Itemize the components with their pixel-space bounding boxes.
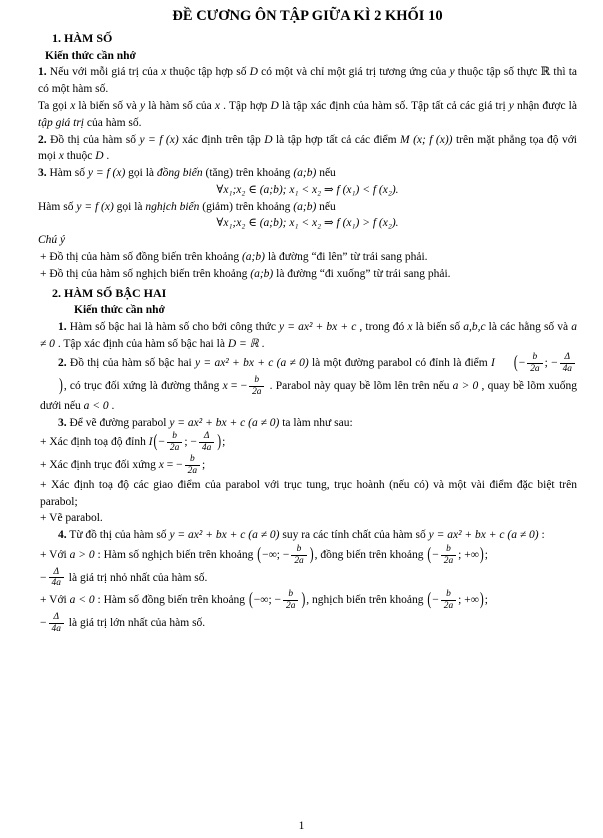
text-segment: ∀	[216, 183, 224, 196]
fraction: $\frac{b}{2a}$	[441, 544, 456, 567]
text-segment: a ≠ 0	[252, 529, 276, 542]
text-segment: ;	[484, 548, 488, 561]
text-segment: )	[275, 416, 280, 429]
text-segment: D	[264, 133, 273, 146]
text-segment: thuộc	[63, 150, 96, 163]
text-segment: (a;b)	[293, 167, 317, 180]
para-plus	[40, 431, 577, 454]
text-segment: nhận được là	[513, 100, 577, 113]
text-segment: y = ax² + bx + c	[428, 529, 505, 542]
text-segment: Hàm số	[46, 167, 88, 180]
fraction: $\frac{b}{2a}$	[441, 589, 456, 612]
text-segment: Nếu với mỗi giá trị của	[46, 66, 162, 79]
text-segment: ;	[484, 594, 488, 607]
text-segment: f (x₁) < f (x₂).	[336, 183, 399, 196]
text-segment: y = f (x)	[76, 200, 114, 213]
text-segment: 4.	[58, 529, 67, 542]
text-segment: −	[40, 571, 47, 584]
text-segment: : Hàm số đồng biến trên khoảng	[94, 594, 248, 607]
para-plus	[40, 567, 577, 590]
text-segment: ℝ	[540, 66, 551, 79]
text-segment: Đồ thị của hàm số bậc hai	[66, 357, 196, 370]
text-segment: + Xác định trục đối xứng	[40, 459, 159, 472]
text-segment: . Parabol này quay bề lõm lên trên nếu	[266, 380, 453, 393]
text-segment: . Tập xác định của hàm số bậc hai là	[54, 337, 228, 350]
fraction: $\frac{b}{2a}$	[249, 375, 264, 398]
text-segment: + Với	[40, 594, 70, 607]
text-segment: −	[40, 616, 47, 629]
text-segment: , có trục đối xứng là đường thẳng	[63, 380, 223, 393]
big-paren: (	[513, 353, 518, 373]
text-segment: ; +∞	[458, 548, 479, 561]
text-segment: Ta gọi	[38, 100, 71, 113]
text-segment: ;	[202, 459, 206, 472]
text-segment: 1.	[38, 66, 47, 79]
text-segment: a ≠ 0	[280, 357, 305, 370]
text-segment: ∀	[216, 217, 224, 230]
text-segment: là các hằng số và	[485, 320, 572, 333]
text-segment: y = f (x)	[139, 133, 179, 146]
text-segment: a ≠ 0	[40, 320, 577, 350]
text-segment: thuộc tập hợp số	[166, 66, 250, 79]
fraction: $\frac{b}{2a}$	[185, 454, 200, 477]
big-paren: )	[479, 545, 484, 564]
big-paren: (	[427, 545, 432, 564]
text-segment: (	[273, 357, 281, 370]
text-segment: y = f (x)	[87, 167, 126, 180]
para-plus	[40, 510, 577, 527]
text-segment: D	[249, 66, 258, 79]
text-segment: y = ax² + bx + c	[169, 529, 246, 542]
text-segment: .	[103, 150, 110, 163]
text-segment: 2.	[38, 133, 47, 146]
para	[38, 232, 577, 249]
text-segment: : Hàm số nghịch biến trên khoảng	[94, 548, 257, 561]
para	[38, 165, 577, 182]
text-segment: thì ta có một hàm số.	[38, 66, 578, 96]
big-paren: )	[309, 545, 314, 564]
para-plus	[40, 249, 577, 266]
text-segment: a < 0	[83, 399, 109, 412]
para	[38, 132, 577, 166]
text-segment: x₁;x₂	[223, 217, 246, 230]
text-segment: .	[258, 337, 265, 350]
text-segment: y	[140, 100, 146, 113]
text-segment: ⇒	[321, 217, 337, 230]
fraction: $\frac{\Delta}{4a}$	[199, 431, 214, 454]
text-segment: 2.	[58, 357, 67, 370]
text-segment: xác định trên tập	[178, 133, 265, 146]
text-segment: −	[432, 548, 439, 561]
para-num	[40, 352, 577, 414]
text-segment: ⇒	[321, 183, 337, 196]
title: ĐỀ CƯƠNG ÔN TẬP GIỮA KÌ 2 KHỐI 10	[172, 8, 443, 24]
text-segment: có một và chỉ một giá trị tương ứng của	[257, 66, 450, 79]
text-segment: (a;b); x₁ < x₂	[259, 217, 322, 230]
text-segment: )	[275, 529, 280, 542]
text-segment: + Đồ thị của hàm số đồng biến trên khoảng	[40, 251, 242, 264]
page-number: 1	[298, 820, 305, 833]
text-segment: Từ đồ thị của hàm số	[66, 529, 170, 542]
big-paren: (	[248, 590, 253, 610]
text-segment: 3.	[58, 416, 67, 429]
text-segment: (	[245, 416, 252, 429]
text-segment: ∈	[245, 217, 260, 230]
text-segment: x	[70, 100, 76, 113]
text-segment: M (x; f (x))	[400, 133, 453, 146]
big-paren: )	[301, 590, 306, 610]
text-segment: là giá trị nhỏ nhất của hàm số.	[65, 571, 208, 584]
text-segment: f (x₁) > f (x₂).	[336, 217, 399, 230]
text-segment: x	[58, 150, 64, 163]
text-segment: a < 0	[69, 594, 95, 607]
text-segment: nghịch biến	[145, 200, 200, 213]
text-segment: −	[518, 357, 526, 370]
text-segment: là biến số và	[75, 100, 140, 113]
text-segment: (	[245, 529, 253, 542]
text-segment: + Với	[40, 548, 70, 561]
text-segment: ; +∞	[458, 594, 479, 607]
fraction: $\frac{b}{2a}$	[527, 352, 542, 375]
text-segment: ∈	[245, 183, 260, 196]
text-segment: đồng biến	[156, 167, 203, 180]
text-segment: a > 0	[69, 548, 95, 561]
text-segment: −	[158, 436, 165, 449]
text-segment: .	[108, 399, 115, 412]
text-segment: D	[95, 150, 104, 163]
text-segment: thuộc tập số thực	[454, 66, 541, 79]
text-segment: I	[491, 357, 495, 370]
text-segment: x	[158, 459, 164, 472]
text-segment: + Xác định toạ độ đỉnh	[40, 436, 149, 449]
text-segment: gọi là	[125, 167, 157, 180]
text-segment: x₁;x₂	[223, 183, 246, 196]
text-segment: , đồng biến trên khoảng	[314, 548, 427, 561]
para	[38, 199, 577, 216]
para-plus	[40, 477, 577, 511]
text-segment: a,b,c	[463, 320, 486, 333]
fraction: $\frac{b}{2a}$	[283, 589, 298, 612]
text-segment: . Tập hợp	[219, 100, 271, 113]
big-paren: )	[59, 376, 63, 396]
text-segment: )	[304, 357, 309, 370]
text-segment: ; −	[544, 357, 558, 370]
para-plus	[40, 589, 577, 612]
text-segment: + Đồ thị của hàm số nghịch biến trên khoảng	[40, 267, 251, 280]
center-math	[38, 215, 577, 232]
text-segment: y = ax² + bx + c	[169, 416, 246, 429]
text-segment: gọi là	[113, 200, 146, 213]
para	[38, 98, 577, 132]
text-segment: là đường “đi lên” từ trái sang phải.	[264, 251, 428, 264]
fraction: $\frac{b}{2a}$	[291, 544, 306, 567]
text-segment: (	[504, 529, 512, 542]
text-segment: = −	[227, 380, 248, 393]
para	[38, 64, 577, 98]
para-plus	[40, 612, 577, 635]
text-segment: )	[534, 529, 539, 542]
text-segment: nếu	[316, 167, 336, 180]
para-num	[40, 527, 577, 544]
text-segment: a ≠ 0	[511, 529, 535, 542]
text-segment: là tập hợp tất cả các điểm	[272, 133, 401, 146]
text-segment: = −	[163, 459, 183, 472]
text-segment: là đường “đi xuống” từ trái sang phải.	[273, 267, 451, 280]
para-plus	[40, 266, 577, 283]
subheading: Kiến thức cần nhớ	[45, 49, 136, 62]
text-segment: D = ℝ	[227, 337, 259, 350]
big-paren: (	[427, 590, 432, 610]
text-segment: là giá trị lớn nhất của hàm số.	[65, 616, 206, 629]
text-segment: (a;b); x₁ < x₂	[259, 183, 322, 196]
text-segment: y = ax² + bx + c	[195, 357, 274, 370]
text-segment: , nghịch biến trên khoảng	[306, 594, 427, 607]
text-segment: trên mặt phẳng tọa độ với mọi	[38, 133, 577, 163]
text-segment: là biến số	[412, 320, 464, 333]
text-segment: −∞; −	[253, 594, 282, 607]
text-segment: Đồ thị của hàm số	[46, 133, 140, 146]
para-num	[40, 415, 577, 432]
text-segment: :	[538, 529, 545, 542]
text-segment: x	[407, 320, 413, 333]
text-segment: (tăng) trên khoảng	[202, 167, 294, 180]
text-segment: + Vẽ parabol.	[40, 512, 103, 525]
heading: 1. HÀM SỐ	[52, 31, 113, 46]
heading: 2. HÀM SỐ BẬC HAI	[52, 285, 167, 300]
text-segment: là hàm số của	[145, 100, 215, 113]
text-segment: tập giá trị	[38, 116, 85, 129]
center-math	[38, 182, 577, 199]
fraction: $\frac{\Delta}{4a}$	[49, 567, 64, 590]
text-segment: nếu	[316, 200, 336, 213]
document-body	[38, 6, 577, 635]
text-segment: Chú ý	[38, 234, 66, 247]
text-segment: ta làm như sau:	[279, 416, 353, 429]
text-segment: a > 0	[452, 380, 479, 393]
text-segment: + Xác định toạ độ các giao điểm của parabol với trục tung, trục hoành (nếu có) và một vài điểm đặc biệt trên parabol;	[40, 478, 577, 508]
text-segment: Hàm số	[38, 200, 77, 213]
fraction: $\frac{\Delta}{4a}$	[560, 352, 575, 375]
para-num	[40, 319, 577, 353]
text-segment: x	[222, 380, 228, 393]
text-segment: x	[214, 100, 220, 113]
para-plus	[40, 544, 577, 567]
subheading2: Kiến thức cần nhớ	[74, 304, 165, 317]
text-segment: y	[449, 66, 455, 79]
text-segment: ;	[222, 436, 226, 449]
big-paren: (	[153, 432, 158, 452]
text-segment: −	[432, 594, 439, 607]
text-segment: suy ra các tính chất của hàm số	[279, 529, 429, 542]
text-segment: là một đường parabol có đỉnh là điểm	[308, 357, 491, 370]
text-segment: (giảm) trên khoảng	[199, 200, 294, 213]
big-paren: )	[479, 590, 484, 610]
text-segment: y	[508, 100, 514, 113]
text-segment: Để vẽ đường parabol	[66, 416, 170, 429]
text-segment: (a;b)	[293, 200, 317, 213]
text-segment: Hàm số bậc hai là hàm số cho bởi công thức	[66, 320, 280, 333]
text-segment: I	[148, 436, 153, 449]
fraction: $\frac{\Delta}{4a}$	[49, 612, 64, 635]
para-plus	[40, 454, 577, 477]
big-paren: (	[257, 545, 262, 564]
text-segment: (a;b)	[241, 251, 265, 264]
text-segment: là tập xác định của hàm số. Tập tất cả các giá trị	[278, 100, 509, 113]
text-segment: 1.	[58, 320, 67, 333]
text-segment: y = ax² + bx + c	[279, 320, 357, 333]
text-segment: (a;b)	[250, 267, 274, 280]
text-segment: , trong đó	[356, 320, 408, 333]
text-segment: D	[270, 100, 279, 113]
text-segment: 3.	[38, 167, 47, 180]
text-segment: ; −	[184, 436, 197, 449]
text-segment: , quay bề lõm xuống dưới nếu	[40, 380, 577, 412]
text-segment: a ≠ 0	[251, 416, 276, 429]
text-segment: −∞; −	[262, 548, 290, 561]
text-segment: x	[161, 66, 167, 79]
fraction: $\frac{b}{2a}$	[167, 431, 182, 454]
big-paren: )	[217, 432, 222, 452]
text-segment: của hàm số.	[84, 116, 142, 129]
